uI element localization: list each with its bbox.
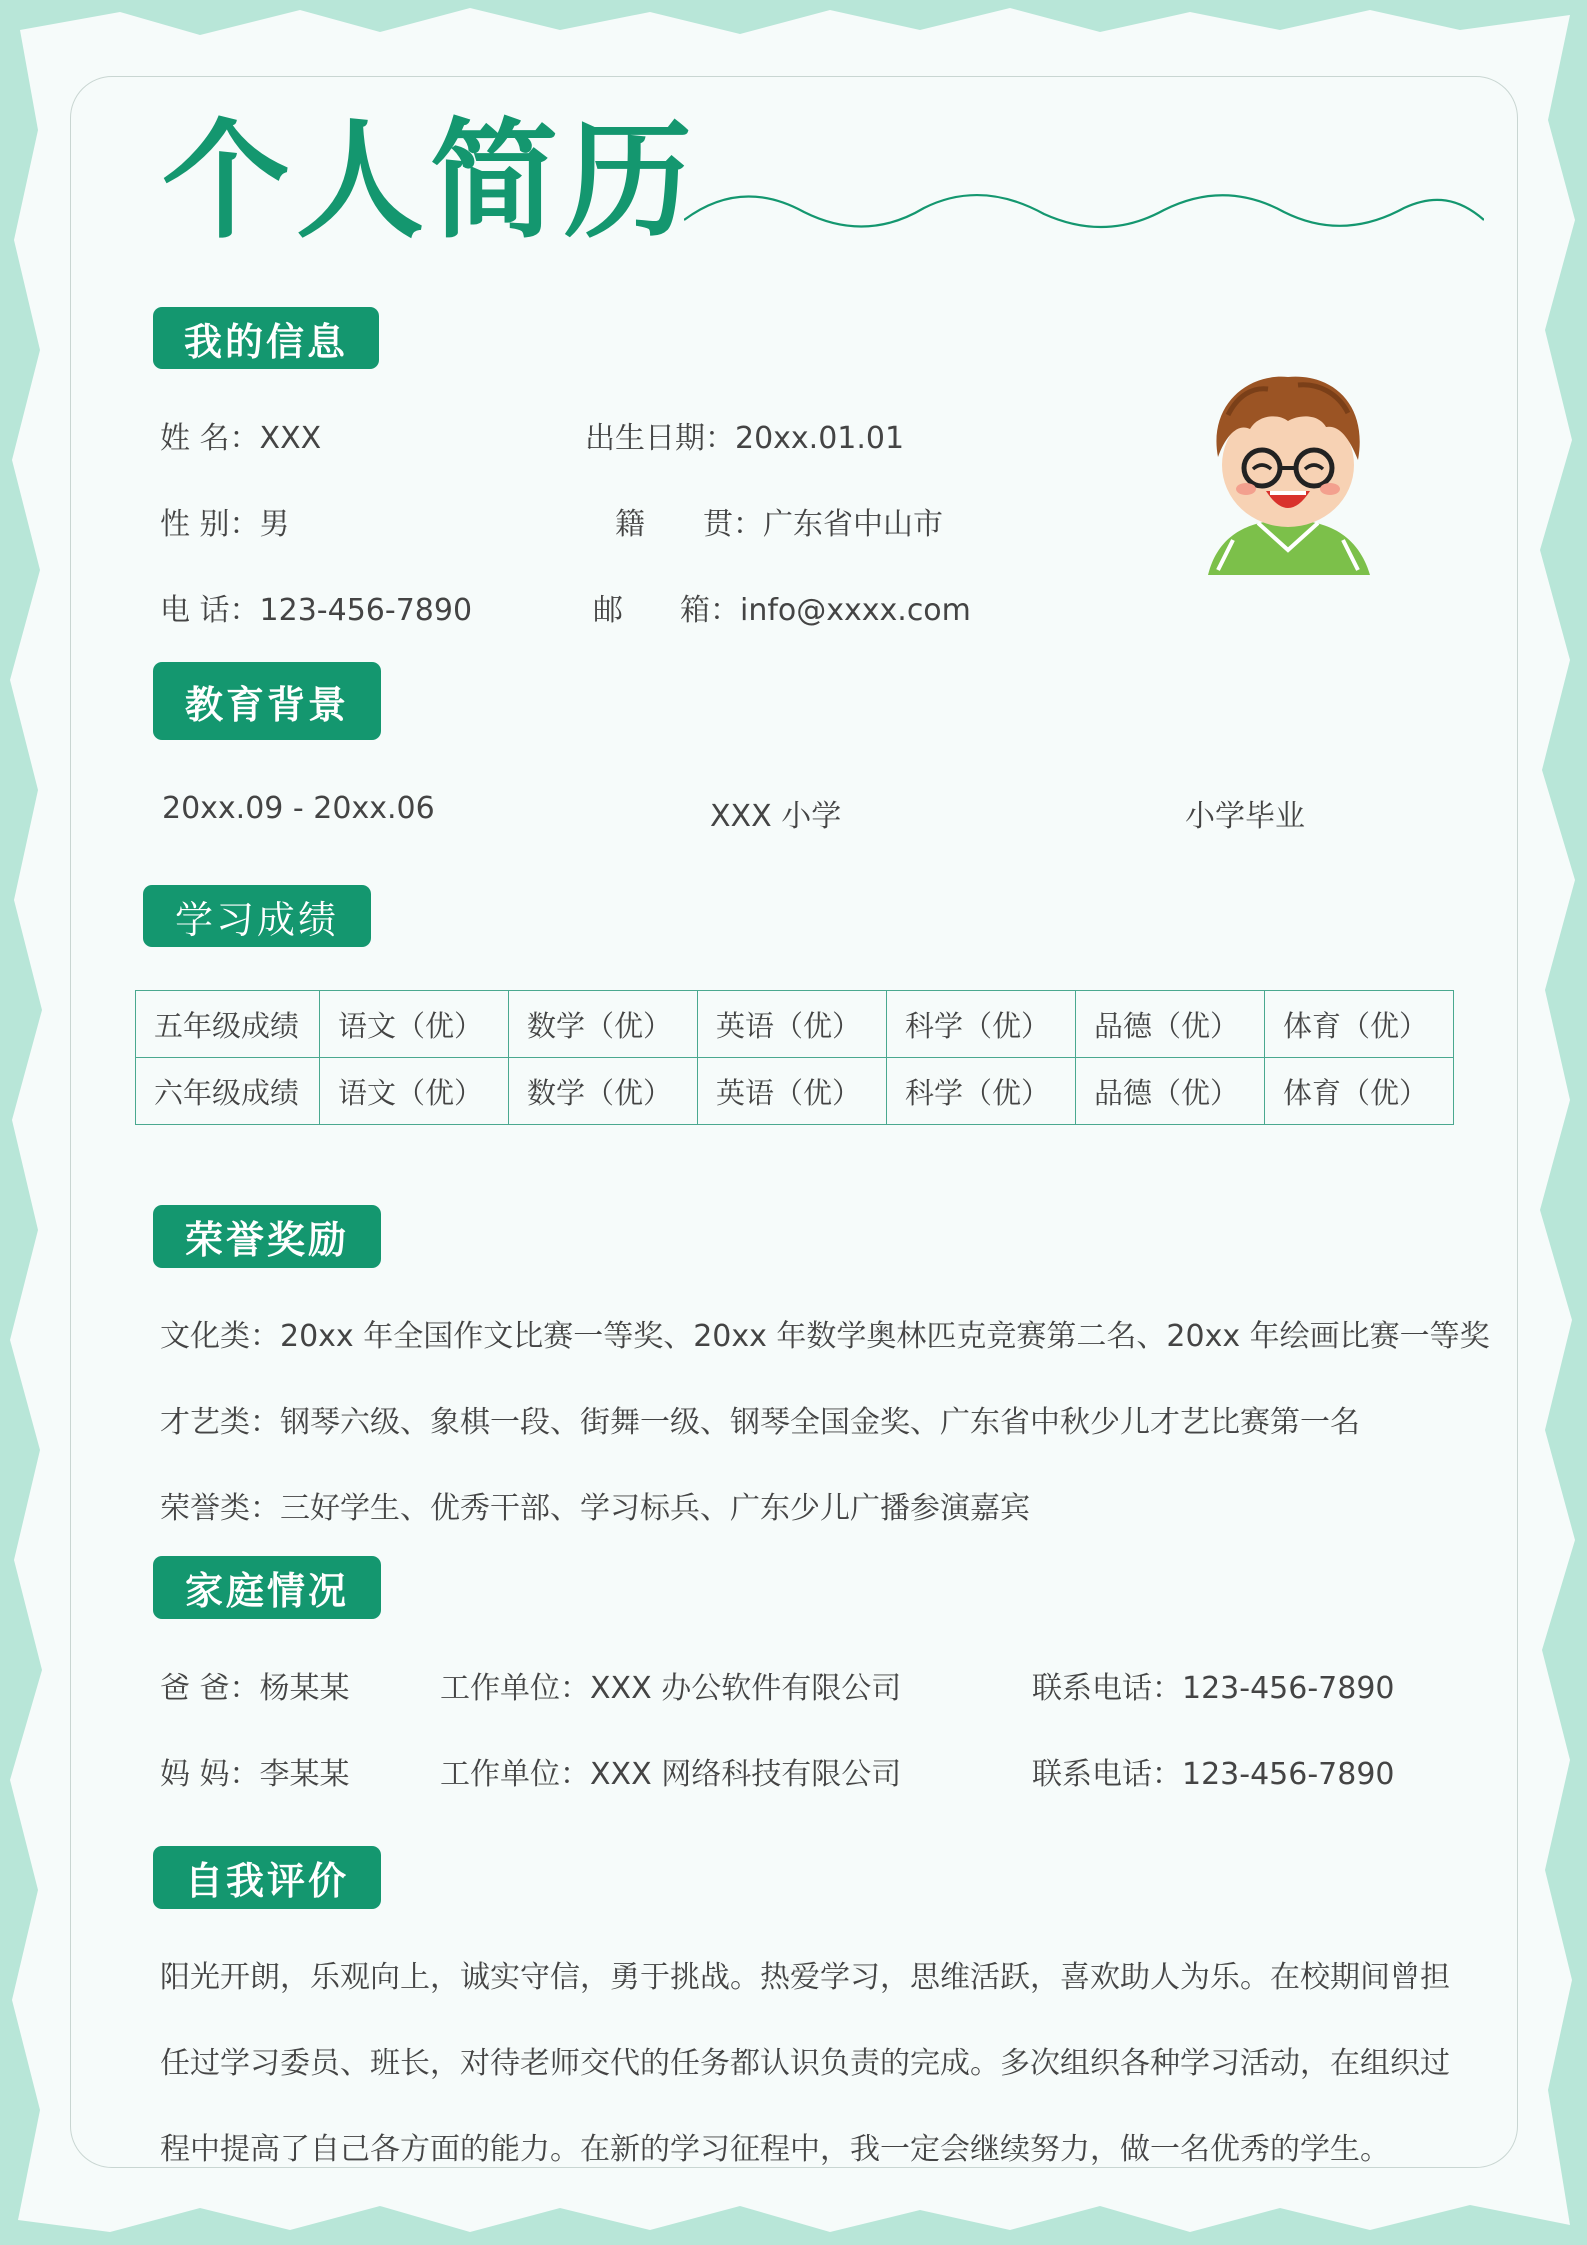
- section-tag-self: 自我评价: [153, 1846, 381, 1909]
- info-birth: 出生日期：20xx.01.01: [585, 421, 905, 456]
- table-cell: 品德（优）: [1076, 991, 1265, 1058]
- honors-titles: 荣誉类：三好学生、优秀干部、学习标兵、广东少儿广播参演嘉宾: [160, 1491, 1030, 1526]
- table-cell: 五年级成绩: [136, 991, 320, 1058]
- table-cell: 数学（优）: [509, 1058, 698, 1125]
- table-cell: 数学（优）: [509, 991, 698, 1058]
- table-cell: 体育（优）: [1265, 991, 1454, 1058]
- info-email-value: 箱：info@xxxx.com: [680, 593, 971, 628]
- table-cell: 六年级成绩: [136, 1058, 320, 1125]
- table-cell: 语文（优）: [320, 1058, 509, 1125]
- info-native-value: 贯：广东省中山市: [703, 507, 943, 542]
- table-row: [136, 991, 1454, 1058]
- section-tag-info: 我的信息: [153, 307, 379, 369]
- table-cell: 英语（优）: [698, 991, 887, 1058]
- education-status: 小学毕业: [1185, 799, 1305, 834]
- cartoon-boy-avatar-icon: [1198, 365, 1378, 575]
- family-mother-work: 工作单位：XXX 网络科技有限公司: [440, 1757, 902, 1792]
- education-school: XXX 小学: [710, 799, 842, 834]
- honors-arts: 才艺类：钢琴六级、象棋一段、街舞一级、钢琴全国金奖、广东省中秋少儿才艺比赛第一名: [160, 1405, 1360, 1440]
- table-cell: 体育（优）: [1265, 1058, 1454, 1125]
- family-mother-phone: 联系电话：123-456-7890: [1032, 1757, 1395, 1792]
- section-tag-honors: 荣誉奖励: [153, 1205, 381, 1268]
- honors-culture: 文化类：20xx 年全国作文比赛一等奖、20xx 年数学奥林匹克竞赛第二名、20xx 年绘画比赛一等奖: [160, 1319, 1490, 1354]
- table-cell: 语文（优）: [320, 991, 509, 1058]
- table-cell: 英语（优）: [698, 1058, 887, 1125]
- info-native-label: 籍: [615, 507, 645, 542]
- table-row: [136, 1058, 1454, 1125]
- family-father-name: 爸 爸：杨某某: [160, 1671, 350, 1706]
- self-eval-line3: 程中提高了自己各方面的能力。在新的学习征程中，我一定会继续努力，做一名优秀的学生。: [160, 2132, 1390, 2167]
- info-email-label: 邮: [593, 593, 623, 628]
- info-gender: 性 别：男: [160, 507, 290, 542]
- family-mother-name: 妈 妈：李某某: [160, 1757, 350, 1792]
- wave-decoration: [684, 184, 1484, 234]
- education-period: 20xx.09 - 20xx.06: [162, 791, 435, 826]
- family-father-phone: 联系电话：123-456-7890: [1032, 1671, 1395, 1706]
- table-cell: 科学（优）: [887, 1058, 1076, 1125]
- family-father-work: 工作单位：XXX 办公软件有限公司: [440, 1671, 902, 1706]
- table-cell: 科学（优）: [887, 991, 1076, 1058]
- scores-table: [135, 990, 1454, 1125]
- self-eval-line2: 任过学习委员、班长，对待老师交代的任务都认识负责的完成。多次组织各种学习活动，在组织过: [160, 2046, 1450, 2081]
- resume-title: 个人简历: [162, 107, 699, 256]
- self-eval-line1: 阳光开朗，乐观向上，诚实守信，勇于挑战。热爱学习，思维活跃，喜欢助人为乐。在校期间曾担: [160, 1960, 1450, 1995]
- section-tag-family: 家庭情况: [153, 1556, 381, 1619]
- info-phone: 电 话：123-456-7890: [160, 593, 473, 628]
- info-name: 姓 名：XXX: [160, 421, 322, 456]
- section-tag-scores: 学习成绩: [143, 885, 371, 947]
- section-tag-education: 教育背景: [153, 662, 381, 740]
- table-cell: 品德（优）: [1076, 1058, 1265, 1125]
